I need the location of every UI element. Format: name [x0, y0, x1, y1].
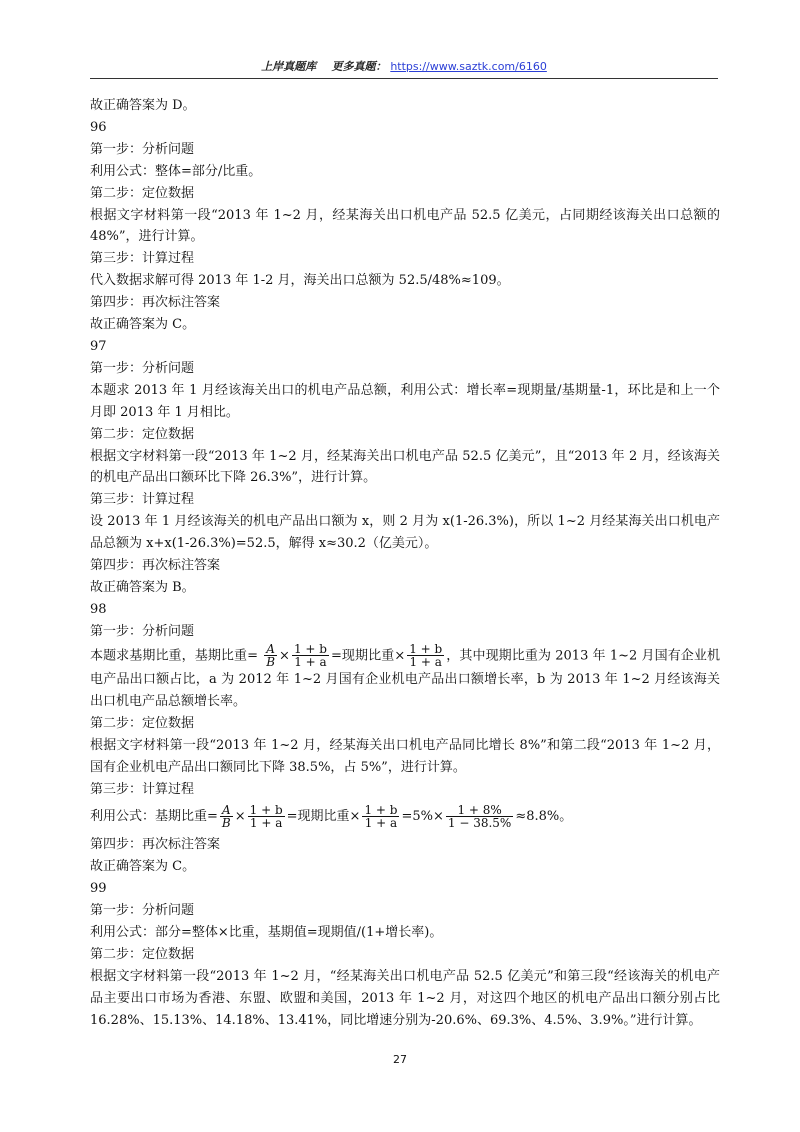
times-sign: × — [349, 809, 361, 825]
text-paragraph: 根据文字材料第一段“2013 年 1~2 月，“经某海关出口机电产品 52.5 亿美元”和第三段“经该海关的机电产品主要出口市场为香港、东盟、欧盟和美国，2013 年 1~2 月，对这四个地区的机电产品出口额分别占比 16.28%、15.13%、14.18%、13.41%，同比增速分别为-20.6%、69.3%、4.5%、3.9%。”进行计算。 — [90, 968, 720, 1028]
step-heading: 第一步：分析问题 — [90, 141, 195, 157]
fraction-growth: $\frac{1 + b}{1 + a}$ — [409, 641, 443, 670]
step-heading: 第四步：再次标注答案 — [90, 295, 221, 311]
text-span: 利用公式：基期比重= — [90, 809, 218, 825]
fraction-a-over-b: $\frac{A}{B}$ — [266, 641, 276, 670]
text-paragraph: 根据文字材料第一段“2013 年 1~2 月，经某海关出口机电产品同比增长 8%”和第二段“2013 年 1~2 月，国有企业机电产品出口额同比下降 38.5%，占 5%”，进行计算。 — [90, 737, 720, 775]
formula-line — [90, 800, 720, 834]
page-number: 27 — [393, 1053, 407, 1066]
fraction-values: $\frac{1 + 8\%}{1 - 38.5\%}$ — [447, 802, 512, 831]
header-divider — [90, 78, 718, 79]
times-sign: × — [279, 648, 290, 664]
step-heading: 第四步：再次标注答案 — [90, 558, 221, 574]
question-number-99: 99 — [90, 881, 107, 897]
step-heading: 第三步：计算过程 — [90, 781, 195, 797]
header-link[interactable]: https://www.saztk.com/6160 — [390, 60, 547, 73]
text-line: 利用公式：部分=整体×比重，基期值=现期值/(1+增长率)。 — [90, 925, 443, 941]
text-span: 本题求基期比重，基期比重= — [90, 648, 258, 664]
text-line: 利用公式：整体=部分/比重。 — [90, 163, 262, 179]
question-number-96: 96 — [90, 119, 107, 135]
question-number-98: 98 — [90, 601, 107, 617]
step-heading: 第二步：定位数据 — [90, 947, 195, 962]
text-paragraph: 本题求 2013 年 1 月经该海关出口的机电产品总额，利用公式：增长率=现期量/基期量-1，环比是和上一个月即 2013 年 1 月相比。 — [90, 382, 720, 420]
fraction-growth: $\frac{1 + b}{1 + a}$ — [293, 641, 327, 670]
page-header — [90, 58, 718, 74]
question-number-97: 97 — [90, 338, 107, 354]
step-heading: 第一步：分析问题 — [90, 360, 195, 376]
document-body — [90, 95, 720, 1032]
times-sign: × — [394, 648, 406, 664]
header-more: 更多真题： — [331, 60, 387, 73]
text-paragraph: 根据文字材料第一段“2013 年 1~2 月，经某海关出口机电产品 52.5 亿美元”，且“2013 年 2 月，经该海关的机电产品出口额环比下降 26.3%”，进行计算。 — [90, 448, 720, 486]
text-span: =5% — [401, 809, 433, 825]
step-heading: 第一步：分析问题 — [90, 623, 195, 639]
step-heading: 第二步：定位数据 — [90, 185, 195, 201]
step-heading: 第一步：分析问题 — [90, 903, 195, 919]
step-heading: 第三步：计算过程 — [90, 492, 195, 508]
text-span: =现期比重 — [330, 648, 395, 664]
text-span: ≈8.8%。 — [515, 809, 573, 825]
text-line: 代入数据求解可得 2013 年 1-2 月，海关出口总额为 52.5/48%≈109。 — [90, 273, 510, 289]
fraction-a-over-b: $\frac{A}{B}$ — [221, 802, 231, 831]
answer-98: 故正确答案为 C。 — [90, 859, 196, 875]
header-brand: 上岸真题库 — [261, 60, 317, 73]
fraction-growth: $\frac{1 + b}{1 + a}$ — [249, 802, 283, 831]
step-heading: 第三步：计算过程 — [90, 251, 195, 267]
step-heading: 第二步：定位数据 — [90, 426, 195, 442]
text-paragraph: 设 2013 年 1 月经该海关的机电产品出口额为 x，则 2 月为 x(1-26.3%)，所以 1~2 月经某海关出口机电产品总额为 x+x(1-26.3%)=52.5，解得 x≈30.2（亿美元）。 — [90, 514, 720, 552]
step-heading: 第四步：再次标注答案 — [90, 837, 221, 853]
answer-96: 故正确答案为 C。 — [90, 317, 196, 333]
answer-97: 故正确答案为 B。 — [90, 579, 195, 595]
text-paragraph: 根据文字材料第一段“2013 年 1~2 月，经某海关出口机电产品 52.5 亿美元，占同期经该海关出口总额的 48%”，进行计算。 — [90, 207, 720, 245]
step-heading: 第二步：定位数据 — [90, 715, 195, 731]
fraction-growth: $\frac{1 + b}{1 + a}$ — [364, 802, 398, 831]
formula-paragraph — [90, 643, 720, 713]
text-span: ，其中现期比重为 2013 年 1~2 月国有企业机电产品出口额占比，a 为 2012 年 1~2 月国有企业机电产品出口额增长率，b 为 2013 年 1~2 月经该海关出口机电产品总额增长率。 — [90, 648, 720, 709]
times-sign: × — [432, 809, 444, 825]
text-span: =现期比重 — [286, 809, 350, 825]
answer-95: 故正确答案为 D。 — [90, 98, 196, 113]
times-sign: × — [234, 809, 246, 825]
